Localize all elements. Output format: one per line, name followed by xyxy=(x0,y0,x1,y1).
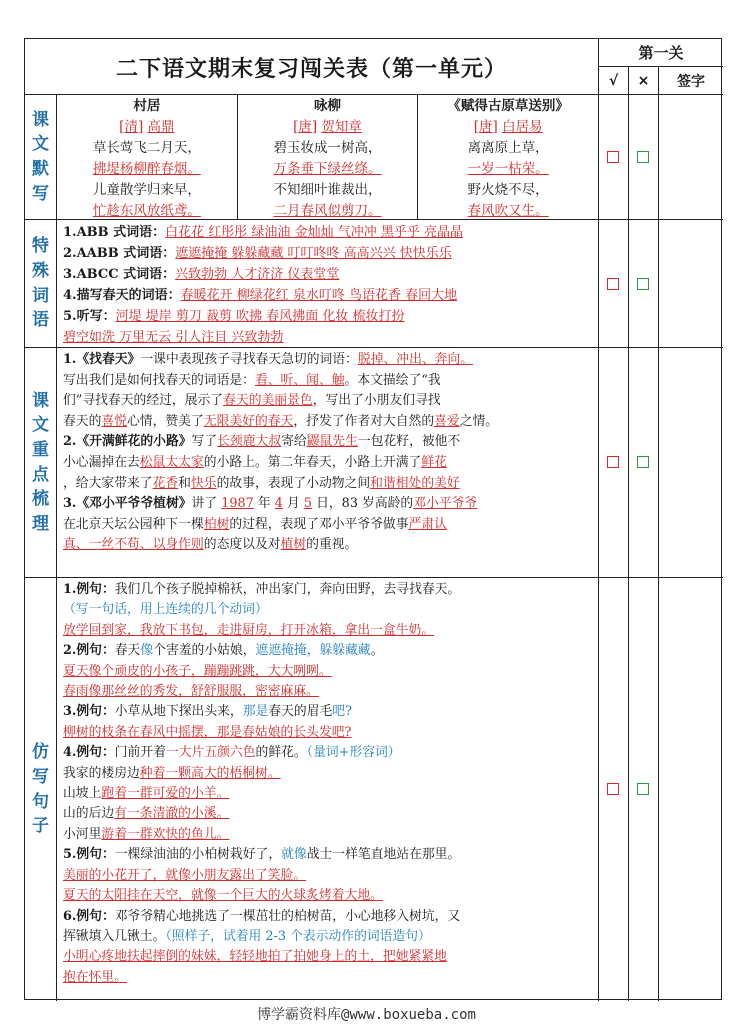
check-header: √ xyxy=(599,67,629,95)
check-box[interactable] xyxy=(607,783,619,795)
section-label: 课 文 重 点 梳 理 xyxy=(25,348,57,577)
sign-header: 签字 xyxy=(677,74,705,90)
check-box[interactable] xyxy=(607,456,619,468)
cross-box[interactable] xyxy=(637,278,649,290)
sentences-content: 1.例句：我们几个孩子脱掉棉袄，冲出家门，奔向田野，去寻找春天。 （写一句话，用上连续的几个动词） 放学回到家，我放下书包，走进厨房，打开冰箱，拿出一盒牛奶。 2.例句：春天像个害羞的小姑娘，遮遮掩掩，躲躲藏藏。 夏天像个顽皮的小孩子，蹦蹦跳跳，大大咧咧。 春雨像那丝丝的秀发，舒舒服服，密密麻麻。 3.例句：小草从地下探出头来，那是春天的眉毛吧? 柳树的枝条在春风中摇摆，那是春姑娘的长头发吧? 4.例句：门前开着一大片五颜六色的鲜花。（量词+形容词） 我家的楼房边种着一颗高大的梧桐树。 山坡上跑着一群可爱的小羊。 山的后边有一条清澈的小溪。 小河里游着一群欢快的鱼儿。 5.例句：一棵绿油油的小柏树栽好了，就像战士一样笔直地站在那里。 美丽的小花开了，就像小朋友露出了笑脸。 夏天的太阳挂在天空，就像一个巨大的火球炙烤着大地。 6.例句：邓爷爷精心地挑选了一棵茁壮的柏树苗，小心地移入树坑，又 挥锹填入几锹土。（照样子，试着用 2-3 个表示动作的词语造句） 小明心疼地扶起摔倒的妹妹，轻轻地拍了拍她身上的土，把她紧紧地 抱在怀里。 xyxy=(57,578,599,1001)
section-poem-dictation xyxy=(25,95,723,220)
sign-cell[interactable] xyxy=(659,220,723,347)
cross-header: × xyxy=(629,67,659,95)
review-table xyxy=(24,38,722,1000)
page-title: 二下语文期末复习闯关表（第一单元） xyxy=(25,39,599,95)
section-label: 课 文 默 写 xyxy=(25,95,57,219)
poem-content xyxy=(57,95,599,219)
sign-cell[interactable] xyxy=(659,95,723,219)
section-special-words xyxy=(25,220,723,348)
poem-cunju: 村居 [清] 高鼎 草长莺飞二月天， 拂堤杨柳醉春烟。 儿童散学归来早， 忙趁东风放纸鸢。 xyxy=(57,95,238,219)
poem-fude: 《赋得古原草送别》 [唐] 白居易 离离原上草， 一岁一枯荣。 野火烧不尽， 春风吹又生。 xyxy=(447,98,569,219)
check-box[interactable] xyxy=(607,278,619,290)
cross-box[interactable] xyxy=(637,456,649,468)
words-content: 1.ABB 式词语：白花花 红彤彤 绿油油 金灿灿 气冲冲 黑乎乎 亮晶晶 2.AABB 式词语：遮遮掩掩 躲躲藏藏 叮叮咚咚 高高兴兴 快快乐乐 3.ABCC 式词语：兴致勃勃 人才济济 仪表堂堂 4.描写春天的词语：春暖花开 柳绿花红 泉水叮咚 鸟语花香 春回大地 5.听写：河堤 堤岸 剪刀 裁剪 吹拂 春风拂面 化妆 梳妆打扮 碧空如洗 万里无云 引人注目 兴致勃勃 xyxy=(57,220,599,347)
poem-yongliu: 咏柳 [唐] 贺知章 碧玉妆成一树高， 万条垂下绿丝绦。 不知细叶谁裁出， 二月春风似剪刀。 xyxy=(238,95,419,219)
cross-box[interactable] xyxy=(637,151,649,163)
table-header xyxy=(25,39,723,95)
section-key-points xyxy=(25,348,723,578)
section-label: 仿 写 句 子 xyxy=(25,578,57,1001)
section-sentence-imitation xyxy=(25,578,723,1001)
cross-box[interactable] xyxy=(637,783,649,795)
review-content: 1.《找春天》一课中表现孩子寻找春天急切的词语：脱掉、冲出、奔向。 写出我们是如何找春天的词语是：看、听、闻、触。本文描绘了“我 们”寻找春天的经过，展示了春天的美丽景色，写出了小朋友们寻找 春天的喜悦心情，赞美了无限美好的春天，抒发了作者对大自然的喜爱之情。 2.《开满鲜花的小路》写了长颈鹿大叔寄给鼹鼠先生一包花籽，被他不 小心漏掉在去松鼠太太家的小路上。第二年春天，小路上开满了鲜花 ，给大家带来了花香和快乐的故事，表现了小动物之间和谐相处的美好 3.《邓小平爷爷植树》讲了 1987 年 4 月 5 日，83 岁高龄的邓小平爷爷 在北京天坛公园种下一棵柏树的过程，表现了邓小平爷爷做事严肃认 真、一丝不苟、以身作则的态度以及对植树的重视。 xyxy=(57,348,599,577)
check-box[interactable] xyxy=(607,151,619,163)
stage-label: 第一关 xyxy=(599,39,723,67)
section-label: 特 殊 词 语 xyxy=(25,220,57,347)
sign-cell[interactable] xyxy=(659,578,723,1001)
sign-cell[interactable] xyxy=(659,348,723,577)
footer-watermark: 博学霸资料库@www.boxueba.com xyxy=(257,1007,476,1023)
